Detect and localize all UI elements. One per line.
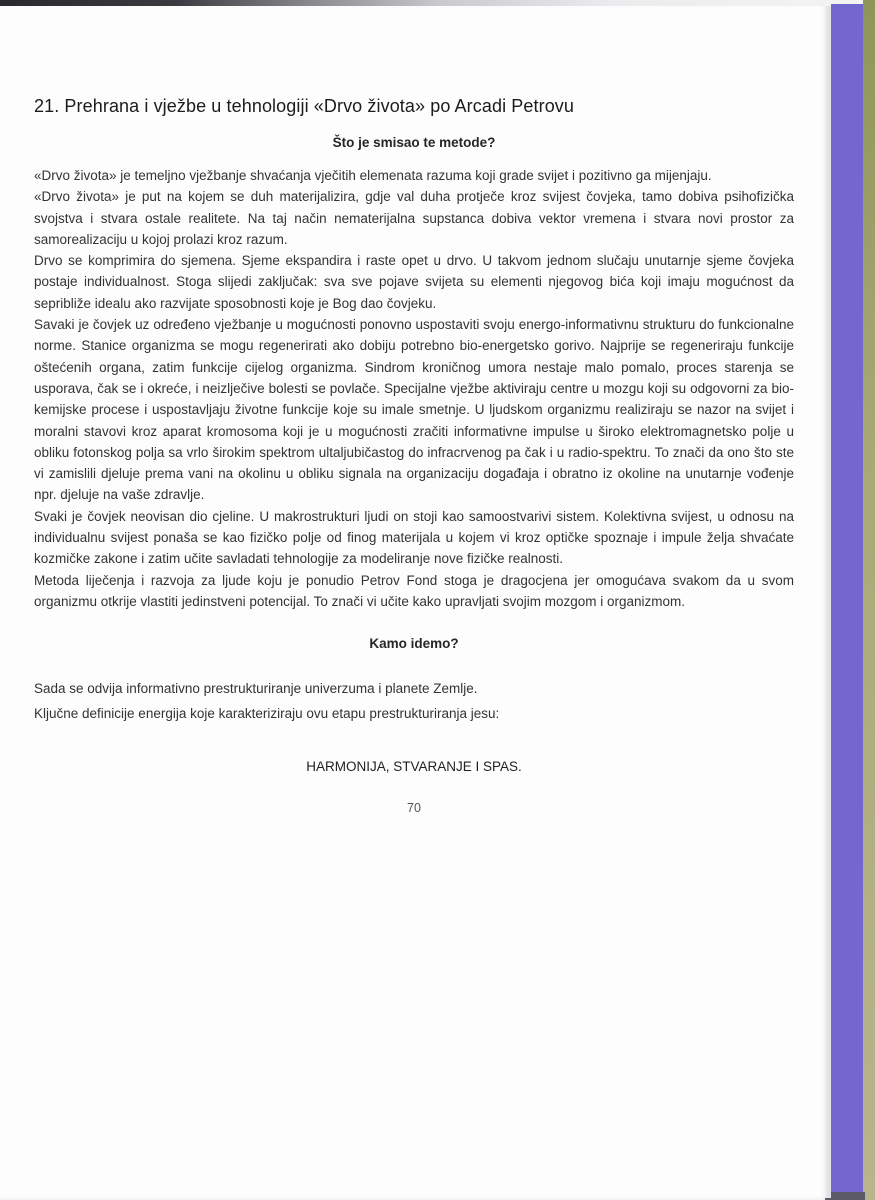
scan-right-edge bbox=[863, 0, 875, 1200]
paragraph: Svaki je čovjek neovisan dio cjeline. U makrostrukturi ljudi on stoji kao samoostvarivi sistem. Kolektivna svijest, u odnosu na individualnu svijest ponaša se kao fizičko polje od finog materijala u kojem vi kroz optičke spoznaje i impule želja shvaćate kozmičke zakone i zatim učite savladati tehnologije za modeliranje nove fizičke realnosti. bbox=[34, 508, 794, 567]
paragraph: «Drvo života» je put na kojem se duh materijalizira, gdje val duha protječe kroz svijest čovjeka, tamo dobiva psihofizička svojstva i stvara ostale realitete. Na taj način nematerijalna supstanca dobiva vektor vremena i stvara novi prostor za samorealizaciju u kojoj prolazi kroz razum. bbox=[34, 189, 794, 247]
section-title-meaning: Što je smisao te metode? bbox=[332, 135, 496, 150]
key-definitions: HARMONIJA, STVARANJE I SPAS. bbox=[306, 759, 522, 775]
section2-line: Ključne definicije energija koje karakteriziraju ovu etapu prestrukturiranja jesu: bbox=[34, 706, 500, 722]
chapter-title: 21. Prehrana i vježbe u tehnologiji «Drvo života» po Arcadi Petrovu bbox=[34, 96, 575, 116]
scan-bottom-shadow bbox=[825, 1192, 865, 1200]
section-title-where-going: Kamo idemo? bbox=[369, 636, 459, 652]
page-content bbox=[34, 96, 794, 815]
paragraph: Savaki je čovjek uz određeno vježbanje u mogućnosti ponovno uspostaviti svoju energo-informativnu strukturu do funkcionalne norme. Stanice organizma se mogu regenerirati ako dobiju potrebno bio-energetsko gorivo. Najprije se regeneriraju funkcije oštećenih organa, zatim funkcije cijelog organizma. Sindrom kroničnog umora nestaje malo pomalo, proces starenja se usporava, čak se i okreće, i neizlječive bolesti se povlače. Specijalne vježbe aktiviraju centre u mozgu koji su odgovorni za bio-kemijske procese i uspostavljaju životne funkcije koje su imale smetnje. U ljudskom organizmu realiziraju se nazor na svijet i moralni stavovi kroz aparat kromosoma koji je u mogućnosti zračiti informativne impulse u široko elektromagnetsko polje u obliku fotonskog polja sa vrlo širokim spektrom ultaljubičastog do infracrvenog pa čak i u radio-spektru. To znači da ono što ste vi zamislili djeluje prema vani na okolinu u obliku signala na organizaciju događaja i obratno iz okoline na unutarnje vođenje npr. djeluje na vaše zdravlje. bbox=[34, 317, 794, 503]
paragraph: Metoda liječenja i razvoja za ljude koju je ponudio Petrov Fond stoga je dragocjena jer omogućava svakom da u svom organizmu otkrije vlastiti jedinstveni potencijal. To znači vi učite kako upravljati svojim mozgom i organizmom. bbox=[34, 572, 794, 609]
section2-line: Sada se odvija informativno prestrukturiranje univerzuma i planete Zemlje. bbox=[34, 681, 478, 697]
paragraph: Drvo se komprimira do sjemena. Sjeme ekspandira i raste opet u drvo. U takvom jednom slučaju unutarnje sjeme čovjeka postaje individualnost. Stoga slijedi zaključak: sva sve pojave svijeta su elementi njegovog bića koji imaju mogućnost da sepribliže idealu ako razvijate sposobnosti koje je Bog dao čovjeku. bbox=[34, 253, 794, 311]
book-cover-edge bbox=[831, 4, 863, 1196]
page-number: 70 bbox=[407, 801, 421, 816]
paragraph: «Drvo života» je temeljno vježbanje shvaćanja vječitih elemenata razuma koji grade svijet i pozitivno ga mijenjaju. bbox=[34, 168, 712, 183]
